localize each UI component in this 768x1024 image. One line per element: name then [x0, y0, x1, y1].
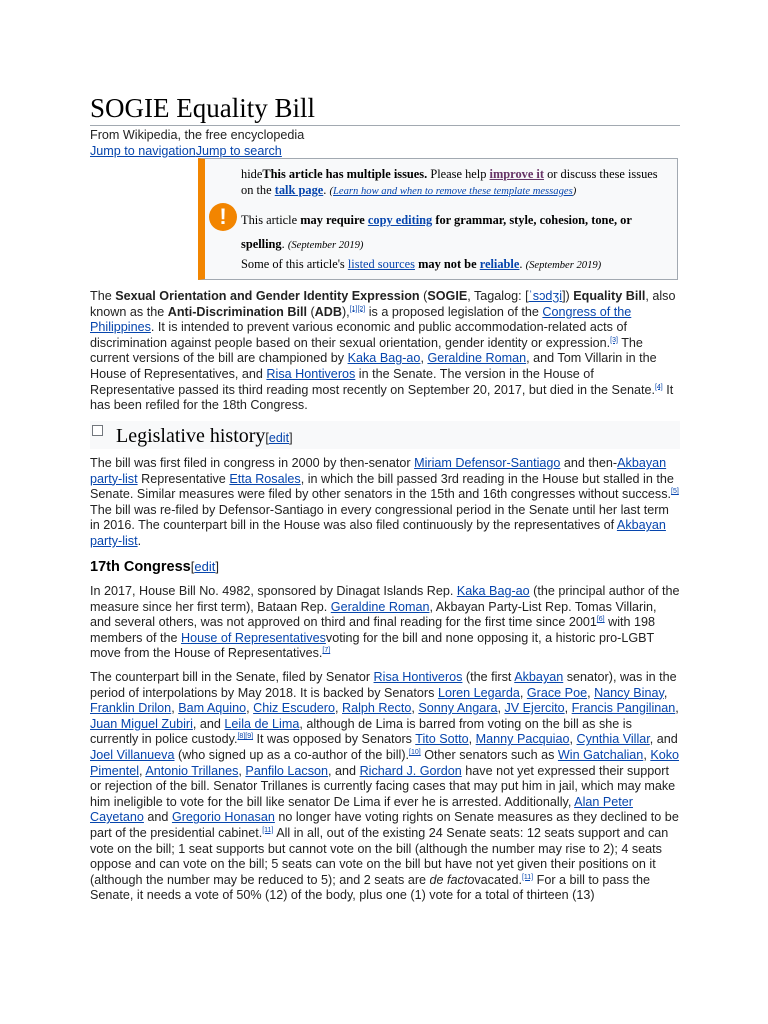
antonio-trillanes-link[interactable]: Antonio Trillanes [145, 763, 239, 778]
house-of-representatives-link[interactable]: House of Representatives [181, 630, 326, 645]
win-gatchalian-link[interactable]: Win Gatchalian [557, 747, 644, 762]
senate-bill-paragraph: The counterpart bill in the Senate, filed by Senator Risa Hontiveros (the first Akbayan senator), was in the period of interpolations by May 2018. It is backed by Senators Loren Legarda, Grace Poe, Nancy Binay, Franklin Drilon, Bam Aquino, Chiz Escudero, Ralph Recto, Sonny Angara, JV Ejercito, Francis Pangilinan, Juan Miguel Zubiri, and Leila de Lima, although de Lima is barred from voting on the bill as she is currently in police custody.[8][9] It was opposed by Senators Tito Sotto, Manny Pacquiao, Cynthia Villar, and Joel Villanueva (who signed up as a co-author of the bill).[10] Other senators such as Win Gatchalian, Koko Pimentel, Antonio Trillanes, Panfilo Lacson, and Richard J. Gordon have not yet expressed their support or rejection of the bill. Senator Trillanes is currently facing cases that may put him in jail, which may make him ineligible to vote for the bill like senator De Lima if ever he is arrested. Additionally, Alan Peter Cayetano and Gregorio Honasan no longer have voting rights on Senate measures as they declined to be part of the presidential cabinet.[11] All in all, out of the existing 24 Senate seats: 12 seats support and can vote on the bill; 1 seat supports but cannot vote on the bill (although the number may rise to 2); 4 seats oppose and can vote on the bill; 5 seats can vote on the bill but have not yet given their positions on it (although the number may be reduced to 5); and 2 seats are de factovacated.[11] For a bill to pass the Senate, it needs a vote of 50% (12) of the body, plus one (1) vote for a total of thirteen (13) [90, 670, 680, 903]
ipa-link[interactable]: ˈsɔdʒi [528, 289, 563, 303]
edit-section-link[interactable]: edit [268, 431, 290, 445]
learn-how-link[interactable]: Learn how and when to remove these template messages [333, 186, 573, 197]
tito-sotto-link[interactable]: Tito Sotto [415, 732, 469, 747]
koko-pimentel-link[interactable]: Koko Pimentel [90, 747, 680, 778]
citation-link[interactable]: [4] [654, 383, 663, 391]
multiple-issues-box [198, 158, 678, 280]
jump-links [90, 144, 282, 159]
jump-to-navigation-link[interactable]: Jump to navigation [90, 144, 196, 158]
grace-poe-link[interactable]: Grace Poe [526, 685, 588, 700]
citation-link[interactable]: [1][2] [349, 305, 366, 313]
issue-date: (September 2019) [525, 260, 602, 271]
talk-page-link[interactable]: talk page [274, 183, 324, 197]
house-bill-paragraph: In 2017, House Bill No. 4982, sponsored by Dinagat Islands Rep. Kaka Bag-ao (the principal author of the measure since her first term), Bataan Rep. Geraldine Roman, Akbayan Party-List Rep. Tomas Villarin, and several others, was not approved on third and final reading for the first time since 2001[6] with 198 members of the House of Representativesvoting for the bill and none opposing it, a historic pro-LGBT move from the House of Representatives.[7] [90, 584, 680, 661]
citation-link[interactable]: [3] [610, 336, 618, 344]
gregorio-honasan-link[interactable]: Gregorio Honasan [171, 810, 275, 825]
jv-ejercito-link[interactable]: JV Ejercito [504, 701, 565, 716]
jump-to-search-link[interactable]: Jump to search [195, 144, 282, 158]
nancy-binay-link[interactable]: Nancy Binay [594, 685, 664, 700]
issues-heading: This article has multiple issues. [262, 167, 428, 181]
loren-legarda-link[interactable]: Loren Legarda [437, 685, 520, 700]
warning-icon: ! [209, 203, 237, 231]
bam-aquino-link[interactable]: Bam Aquino [178, 701, 247, 716]
alan-peter-cayetano-link[interactable]: Alan Peter Cayetano [90, 794, 633, 825]
kaka-bag-ao-link[interactable]: Kaka Bag-ao [347, 351, 421, 366]
leila-de-lima-link[interactable]: Leila de Lima [224, 716, 300, 731]
etta-rosales-link[interactable]: Etta Rosales [229, 471, 301, 486]
citation-link[interactable]: [6] [596, 616, 605, 623]
issue-date: (September 2019) [287, 240, 364, 251]
legislative-history-heading: Legislative history[edit] [90, 421, 680, 450]
copy-editing-link[interactable]: copy editing [367, 213, 433, 227]
improve-it-link[interactable]: improve it [489, 167, 545, 181]
panfilo-lacson-link[interactable]: Panfilo Lacson [245, 763, 329, 778]
franklin-drilon-link[interactable]: Franklin Drilon [90, 701, 172, 716]
congress-link[interactable]: Congress of the Philippines [90, 304, 632, 335]
chiz-escudero-link[interactable]: Chiz Escudero [253, 701, 336, 716]
risa-hontiveros-link[interactable]: Risa Hontiveros [266, 366, 356, 381]
richard-j-gordon-link[interactable]: Richard J. Gordon [359, 763, 462, 778]
hide-toggle[interactable]: hide [241, 167, 263, 181]
citation-link[interactable]: [11] [521, 873, 534, 881]
legislative-history-paragraph: The bill was first filed in congress in 2000 by then-senator Miriam Defensor-Santiago and then-Akbayan party-list Representative Etta Rosales, in which the bill passed 3rd reading in the House but stalled in the Senate. Similar measures were filed by other senators in the 15th and 16th congresses without success.[5] The bill was re-filed by Defensor-Santiago in every congressional period in the Senate until her last term in 2016. The counterpart bill in the House was also filed continuously by the representatives of Akbayan party-list. [90, 456, 679, 548]
citation-link[interactable]: [11] [262, 826, 274, 834]
issue-copy-editing: This article may require copy editing for grammar, style, cohesion, tone, or spelling. (September 2019) [241, 213, 632, 251]
ralph-recto-link[interactable]: Ralph Recto [342, 701, 412, 716]
edit-section-link[interactable]: edit [194, 559, 216, 574]
title-divider [90, 125, 680, 126]
miriam-defensor-santiago-link[interactable]: Miriam Defensor-Santiago [414, 456, 561, 470]
citation-link[interactable]: [7] [322, 647, 331, 655]
cynthia-villar-link[interactable]: Cynthia Villar [576, 732, 650, 747]
sonny-angara-link[interactable]: Sonny Angara [418, 701, 498, 716]
geraldine-roman-link[interactable]: Geraldine Roman [427, 351, 527, 366]
joel-villanueva-link[interactable]: Joel Villanueva [90, 747, 175, 762]
juan-miguel-zubiri-link[interactable]: Juan Miguel Zubiri [90, 716, 193, 731]
geraldine-roman-link[interactable]: Geraldine Roman [330, 599, 430, 614]
manny-pacquiao-link[interactable]: Manny Pacquiao [475, 732, 570, 747]
citation-link[interactable]: [5] [671, 488, 679, 495]
akbayan-party-list-link[interactable]: Akbayan party-list [90, 518, 666, 548]
francis-pangilinan-link[interactable]: Francis Pangilinan [571, 701, 676, 716]
risa-hontiveros-link[interactable]: Risa Hontiveros [373, 670, 463, 684]
page-title: SOGIE Equality Bill [90, 93, 315, 123]
listed-sources-link[interactable]: listed sources [347, 257, 415, 271]
issue-sources: Some of this article's listed sources may not be reliable. (September 2019) [241, 257, 602, 271]
17th-congress-heading: 17th Congress[edit] [90, 559, 219, 575]
citation-link[interactable]: [8][9] [237, 733, 254, 741]
lead-paragraph: The Sexual Orientation and Gender Identity Expression (SOGIE, Tagalog: [ˈsɔdʒi]) Equality Bill, also known as the Anti-Discrimination Bill (ADB),[1][2] is a proposed legislation of the Congress of the Philippines. It is intended to prevent various economic and public accommodation-related acts of discrimination against people based on their sexual orientation, gender identity or expression.[3] The current versions of the bill are championed by Kaka Bag-ao, Geraldine Roman, and Tom Villarin in the House of Representatives, and Risa Hontiveros in the Senate. The version in the House of Representative passed its third reading most recently on September 20, 2017, but died in the Senate.[4] It has been refiled for the 18th Congress. [90, 289, 676, 413]
tagline: From Wikipedia, the free encyclopedia [90, 128, 305, 142]
akbayan-party-list-link[interactable]: Akbayan party-list [90, 456, 667, 486]
issues-summary: hideThis article has multiple issues. Please help improve it or discuss these issues on the talk page. (Learn how and when to remove these template messages) [241, 167, 658, 197]
collapse-toggle-icon[interactable] [92, 425, 103, 436]
citation-link[interactable]: [10] [409, 748, 421, 756]
kaka-bag-ao-link[interactable]: Kaka Bag-ao [456, 584, 530, 598]
reliable-link[interactable]: reliable [479, 257, 520, 271]
akbayan-link[interactable]: Akbayan [514, 670, 564, 684]
